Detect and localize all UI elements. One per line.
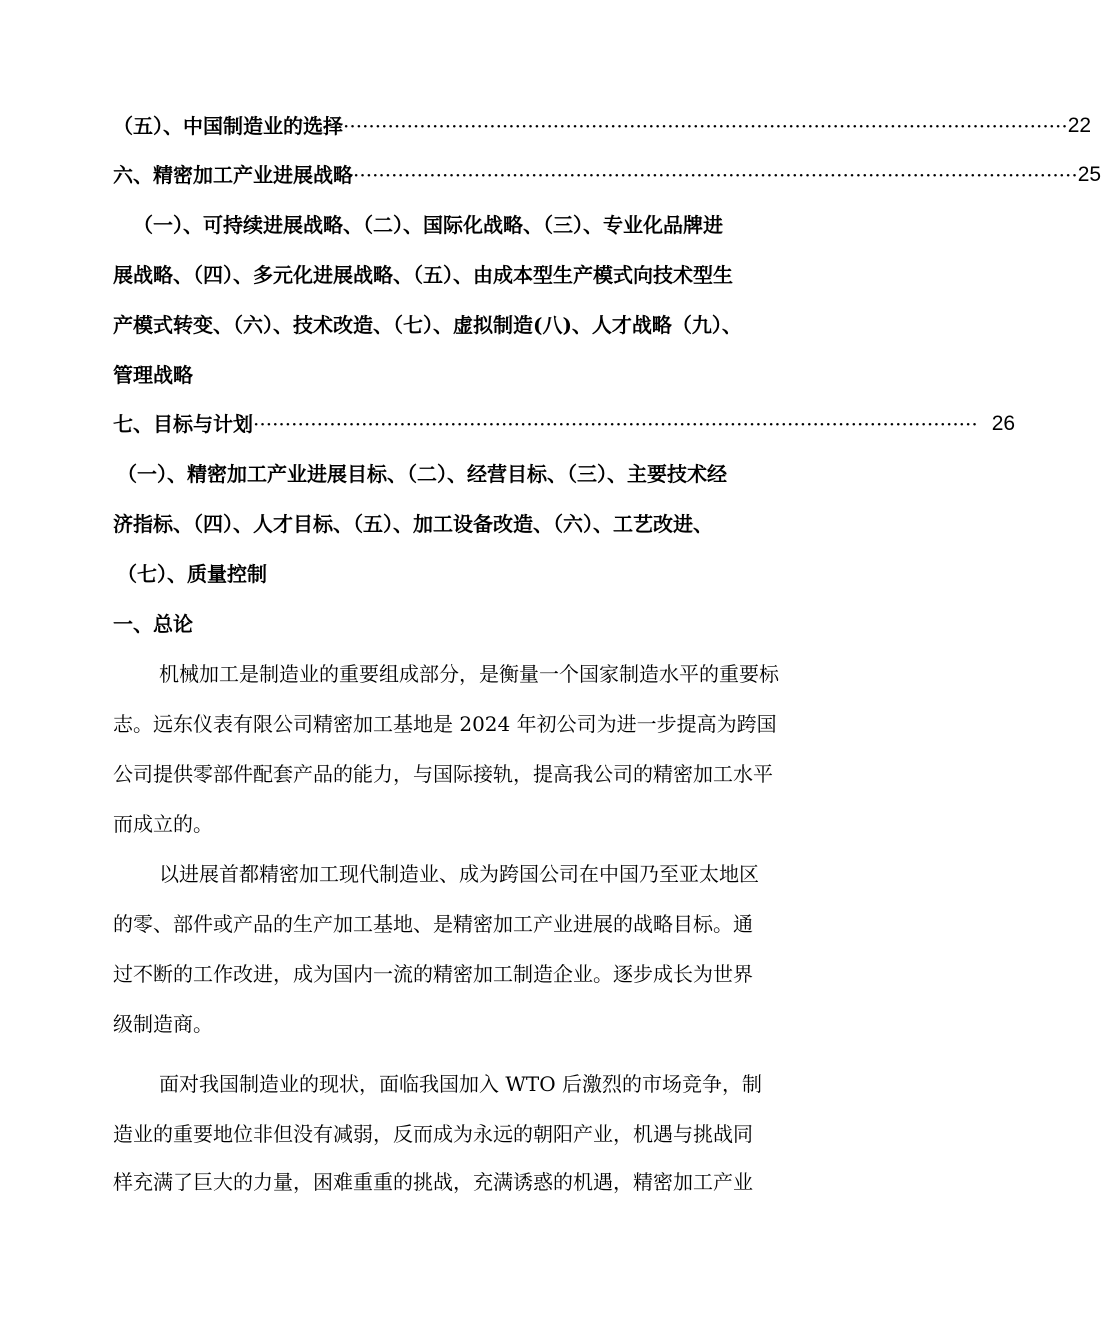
- paragraph-line: 而成立的。: [113, 812, 213, 836]
- paragraph-line: 级制造商。: [113, 1012, 213, 1036]
- paragraph-line: 机械加工是制造业的重要组成部分，是衡量一个国家制造水平的重要标: [159, 662, 779, 686]
- toc-entry-title: 六、精密加工产业进展战略: [113, 163, 353, 187]
- paragraph-line: 样充满了巨大的力量，困难重重的挑战，充满诱惑的机遇，精密加工产业: [113, 1170, 753, 1194]
- toc-entry-title: （五）、中国制造业的选择: [113, 114, 343, 138]
- paragraph-line: 的零、部件或产品的生产加工基地、是精密加工产业进展的战略目标。通: [113, 912, 753, 936]
- toc-subitems-line: 济指标、（四）、人才目标、（五）、加工设备改造、（六）、工艺改进、: [113, 512, 713, 536]
- paragraph-line: 公司提供零部件配套产品的能力，与国际接轨，提高我公司的精密加工水平: [113, 762, 773, 786]
- toc-subitems-line: （一）、可持续进展战略、（二）、国际化战略、（三）、专业化品牌进: [133, 213, 723, 237]
- toc-entry[interactable]: [113, 112, 1092, 140]
- toc-leader-dots: ··················································································································: [343, 114, 1068, 138]
- toc-leader-dots: ··················································································································: [253, 412, 978, 436]
- paragraph-line: 过不断的工作改进，成为国内一流的精密加工制造企业。逐步成长为世界: [113, 962, 753, 986]
- toc-entry-title: 七、目标与计划: [113, 412, 253, 436]
- toc-subitems-line: 管理战略: [113, 363, 193, 387]
- toc-subitems-line: （一）、精密加工产业进展目标、（二）、经营目标、（三）、主要技术经: [117, 462, 727, 486]
- paragraph-line: 志。远东仪表有限公司精密加工基地是 2024 年初公司为进一步提高为跨国: [113, 712, 777, 736]
- toc-entry-page: 25: [1077, 163, 1101, 186]
- paragraph-line: 造业的重要地位非但没有减弱，反而成为永远的朝阳产业，机遇与挑战同: [113, 1122, 753, 1146]
- toc-subitems-line: 展战略、（四）、多元化进展战略、（五）、由成本型生产模式向技术型生: [113, 263, 733, 287]
- toc-subitems-line: （七）、质量控制: [117, 562, 267, 586]
- toc-entry[interactable]: [113, 410, 1016, 438]
- toc-leader-dots: ··················································································································: [353, 163, 1078, 187]
- section-heading: 一、总论: [113, 612, 193, 636]
- paragraph-line: 以进展首都精密加工现代制造业、成为跨国公司在中国乃至亚太地区: [159, 862, 759, 886]
- toc-entry-page: 22: [1067, 114, 1092, 137]
- toc-subitems-line: 产模式转变、（六）、技术改造、（七）、虚拟制造(八)、人才战略（九）、: [113, 313, 742, 337]
- toc-entry[interactable]: [113, 161, 1101, 189]
- toc-entry-page: 26: [991, 412, 1016, 435]
- paragraph-line: 面对我国制造业的现状，面临我国加入 WTO 后激烈的市场竞争，制: [159, 1072, 763, 1096]
